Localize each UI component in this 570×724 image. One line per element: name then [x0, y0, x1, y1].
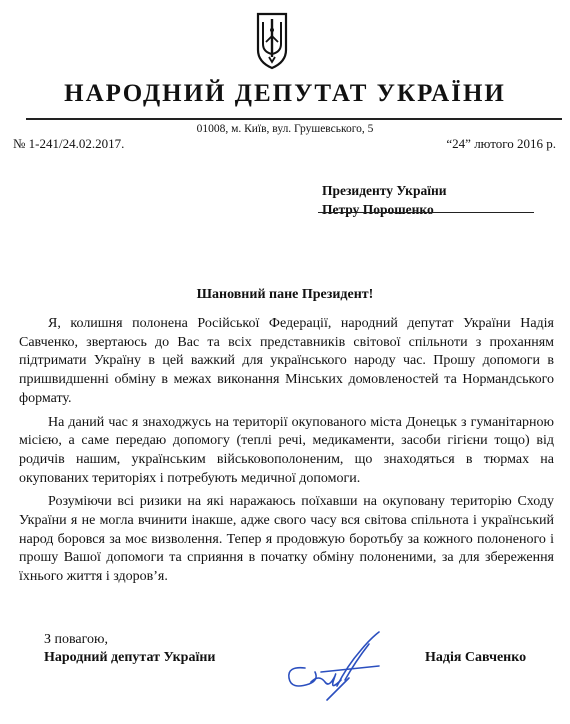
document-number: № 1-241/24.02.2017.: [13, 136, 125, 151]
trident-coat-of-arms-icon: [255, 10, 289, 70]
handwritten-signature-icon: [275, 626, 390, 706]
document-date: “24” лютого 2016 р.: [446, 136, 556, 151]
salutation: Шановний пане Президент!: [196, 287, 374, 302]
closing-regards: З повагою,: [44, 632, 108, 647]
body-paragraph-2: На даний час я знаходжусь на території окупованого міста Донецьк з гуманітарною місією, а саме передаю допомогу (теплі речі, медикаменти, засоби гігієни тощо) від родичів нашим, українським військовополоненим, що знаходяться в тюрмах на окупованих територіях і потребують медичної допомоги.: [19, 414, 554, 486]
recipient-block: [322, 181, 447, 219]
signer-name: Надія Савченко: [425, 650, 527, 665]
letterhead-title: НАРОДНИЙ ДЕПУТАТ УКРАЇНИ: [64, 80, 506, 107]
letterhead-address: 01008, м. Київ, вул. Грушевського, 5: [196, 123, 374, 135]
header-divider: [26, 118, 562, 120]
recipient-underline: [318, 212, 534, 213]
recipient-line-2: Петру Порошенко: [322, 202, 434, 217]
signer-title: Народний депутат України: [44, 650, 216, 665]
body-paragraph-3: Розуміючи всі ризики на які наражаюсь поїхавши на окуповану територію Сходу України я не могла вчинити інакше, адже свого часу вся світова спільнота і український народ боровся за моє визволення. Тепер я продовжую боротьбу за кожного полоненого і прошу Вашої допомоги та сприяння в початку обміну полоненими, за для збереження їхнього життя і здоров’я.: [19, 494, 554, 585]
recipient-line-1: Президенту України: [322, 183, 447, 198]
letter-body: [19, 315, 554, 592]
body-paragraph-1: Я, колишня полонена Російської Федерації, народний депутат України Надія Савченко, звертаюсь до Вас та всіх представників світової спільноти з проханням підтримати Україну в цей важкий для українського народу час. Прошу допомоги в пришвидшенні обміну в межах виконання Мінських домовленостей та Нормандського формату.: [19, 316, 554, 406]
